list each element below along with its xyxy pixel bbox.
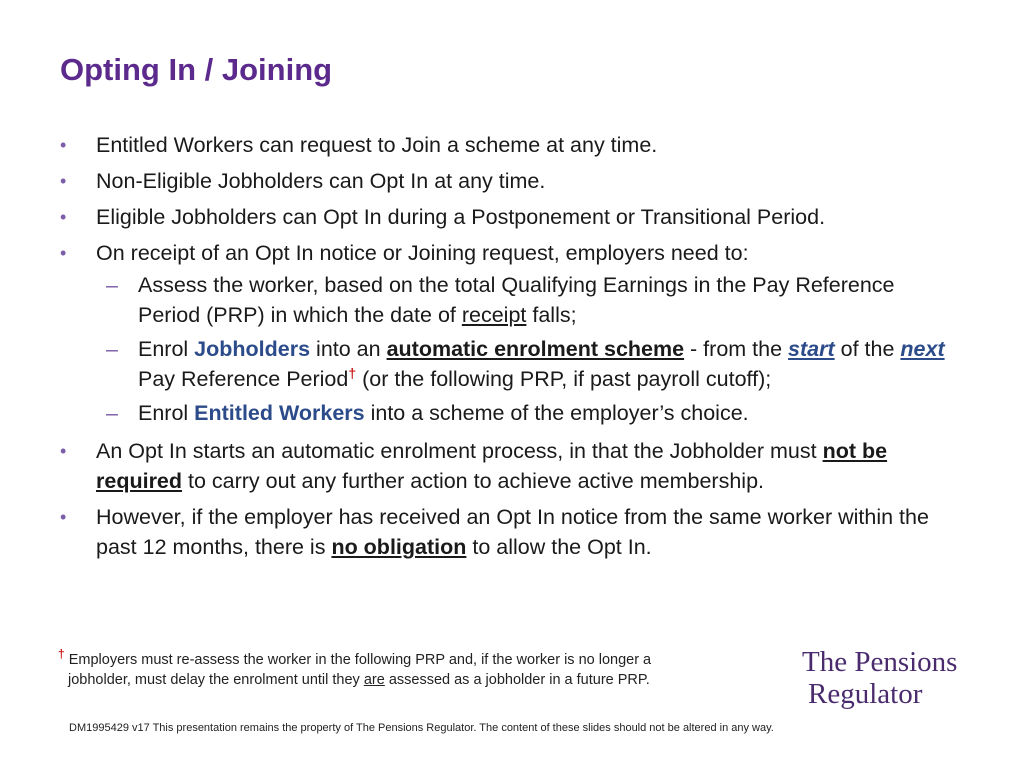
sub-bullet-item <box>60 334 960 394</box>
bullet-icon: • <box>60 441 67 461</box>
bullet-icon: • <box>60 507 67 527</box>
sub-bullet-text: into an <box>310 337 387 361</box>
bullet-item <box>60 238 960 268</box>
footnote-text: assessed as a jobholder in a future PRP. <box>384 672 650 688</box>
sub-bullet-text: Enrol <box>138 401 195 425</box>
bullet-item <box>60 166 960 196</box>
sub-bullet-text: of the <box>834 337 901 361</box>
sub-bullet-text: - from the <box>684 337 789 361</box>
pensions-regulator-logo <box>802 646 1002 710</box>
bullet-item <box>60 130 960 160</box>
sub-bullet-text: (or the following PRP, if past payroll cutoff); <box>356 367 772 391</box>
bullet-item <box>60 202 960 232</box>
receipt-emphasis: receipt <box>461 303 527 327</box>
bullet-text: However, if the employer has received an Opt In notice from the same worker within the past 12 months, there is <box>96 505 929 559</box>
footnote-text: Employers must re-assess the worker in the following PRP and, if the worker is no longer a <box>64 652 652 668</box>
dash-icon: – <box>106 401 118 425</box>
slide-title: Opting In / Joining <box>60 52 333 87</box>
dash-icon: – <box>106 273 118 297</box>
bullet-text: to carry out any further action to achieve active membership. <box>182 469 765 493</box>
sub-bullet-item <box>60 398 960 428</box>
not-required-emphasis: not be required <box>96 439 888 493</box>
start-emphasis: start <box>788 337 835 361</box>
entitled-workers-emphasis: Entitled Workers <box>194 401 365 425</box>
dagger-icon: † <box>58 647 65 662</box>
are-emphasis: are <box>363 672 385 688</box>
bullet-list <box>60 130 960 568</box>
bullet-icon: • <box>60 171 67 191</box>
sub-bullet-item <box>60 270 960 330</box>
logo-line: Regulator <box>808 678 923 710</box>
bullet-icon: • <box>60 135 67 155</box>
bullet-text: Entitled Workers can request to Join a scheme at any time. <box>96 133 658 157</box>
bullet-text: On receipt of an Opt In notice or Joining request, employers need to: <box>96 241 749 265</box>
sub-bullet-text: falls; <box>526 303 577 327</box>
dagger-icon: † <box>348 364 357 381</box>
bullet-text: Non-Eligible Jobholders can Opt In at any time. <box>96 169 546 193</box>
sub-bullet-text: Enrol <box>138 337 195 361</box>
sub-bullet-text: Pay Reference Period <box>138 367 349 391</box>
scheme-emphasis: automatic enrolment scheme <box>386 337 685 361</box>
sub-bullet-text: Assess the worker, based on the total Qualifying Earnings in the Pay Reference Period (PRP) in which the date of <box>138 273 895 327</box>
footnote-text: jobholder, must delay the enrolment until they <box>68 672 364 688</box>
bullet-text: Eligible Jobholders can Opt In during a Postponement or Transitional Period. <box>96 205 826 229</box>
footnote-line <box>58 647 758 670</box>
disclaimer: DM1995429 v17 This presentation remains the property of The Pensions Regulator. The content of these slides should not be altered in any way. <box>69 722 774 734</box>
bullet-icon: • <box>60 243 67 263</box>
bullet-item <box>60 502 960 562</box>
sub-bullet-text: into a scheme of the employer’s choice. <box>364 401 749 425</box>
dash-icon: – <box>106 337 118 361</box>
bullet-text: An Opt In starts an automatic enrolment process, in that the Jobholder must <box>96 439 823 463</box>
footnote-line <box>58 670 758 690</box>
footnote <box>58 647 758 690</box>
bullet-icon: • <box>60 207 67 227</box>
no-obligation-emphasis: no obligation <box>331 535 467 559</box>
bullet-text: to allow the Opt In. <box>466 535 652 559</box>
bullet-item <box>60 436 960 496</box>
next-emphasis: next <box>900 337 945 361</box>
logo-line: The Pensions <box>802 646 958 678</box>
jobholders-emphasis: Jobholders <box>194 337 311 361</box>
